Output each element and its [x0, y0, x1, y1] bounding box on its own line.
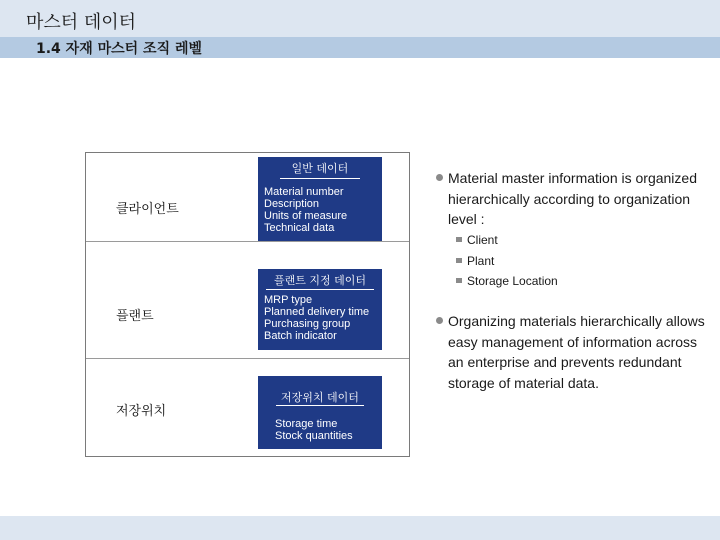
title-bar	[0, 0, 720, 37]
bullet-hierarchy-text: Material master information is organized hierarchically according to organization level :	[448, 170, 697, 227]
general-data-title: 일반 데이터	[291, 162, 349, 175]
bullet-dot-icon	[436, 174, 443, 181]
square-bullet-icon	[456, 237, 462, 242]
item-mrp-type: MRP type	[264, 294, 313, 306]
bullet-hierarchy	[436, 168, 706, 230]
footer-bar	[0, 516, 720, 540]
bullet-dot-icon	[436, 317, 443, 324]
page-title: 마스터 데이터	[26, 12, 137, 33]
plant-data-title: 플랜트 지정 데이터	[273, 274, 366, 287]
square-bullet-icon	[456, 278, 462, 283]
item-purchasing-group: Purchasing group	[264, 318, 351, 330]
bullet-benefits-text: Organizing materials hierarchically allows easy management of information across an enterprise and prevents redundant storage of material data.	[448, 313, 705, 391]
square-bullet-icon	[456, 258, 462, 263]
level-label-plant: 플랜트	[116, 309, 154, 324]
level-divider	[86, 241, 409, 242]
general-data-items	[264, 186, 347, 234]
item-material-number: Material number	[264, 186, 344, 198]
item-units-of-measure: Units of measure	[264, 210, 348, 222]
sub-item-client: Client	[456, 233, 498, 247]
storage-data-box	[258, 376, 382, 449]
item-technical-data: Technical data	[264, 222, 335, 234]
general-data-box	[258, 157, 382, 241]
sub-item-plant: Plant	[456, 254, 494, 268]
plant-data-box	[258, 269, 382, 350]
level-label-storage: 저장위치	[116, 404, 167, 419]
item-description: Description	[264, 198, 320, 210]
storage-data-items	[275, 418, 353, 442]
item-stock-quantities: Stock quantities	[275, 430, 353, 442]
level-label-client: 클라이언트	[116, 202, 179, 217]
subtitle-bar	[0, 37, 720, 58]
section-title: 1.4 자재 마스터 조직 레벨	[36, 41, 203, 57]
item-storage-time: Storage time	[275, 418, 338, 430]
bullet-benefits	[436, 311, 706, 393]
title-underline	[266, 289, 374, 290]
item-batch-indicator: Batch indicator	[264, 330, 337, 342]
title-underline	[276, 405, 364, 406]
plant-data-items	[264, 294, 369, 342]
level-divider	[86, 358, 409, 359]
sub-item-storage-location: Storage Location	[456, 274, 558, 288]
item-planned-delivery-time: Planned delivery time	[264, 306, 370, 318]
title-underline	[280, 178, 360, 179]
storage-data-title: 저장위치 데이터	[281, 391, 359, 404]
org-level-diagram	[85, 152, 410, 457]
